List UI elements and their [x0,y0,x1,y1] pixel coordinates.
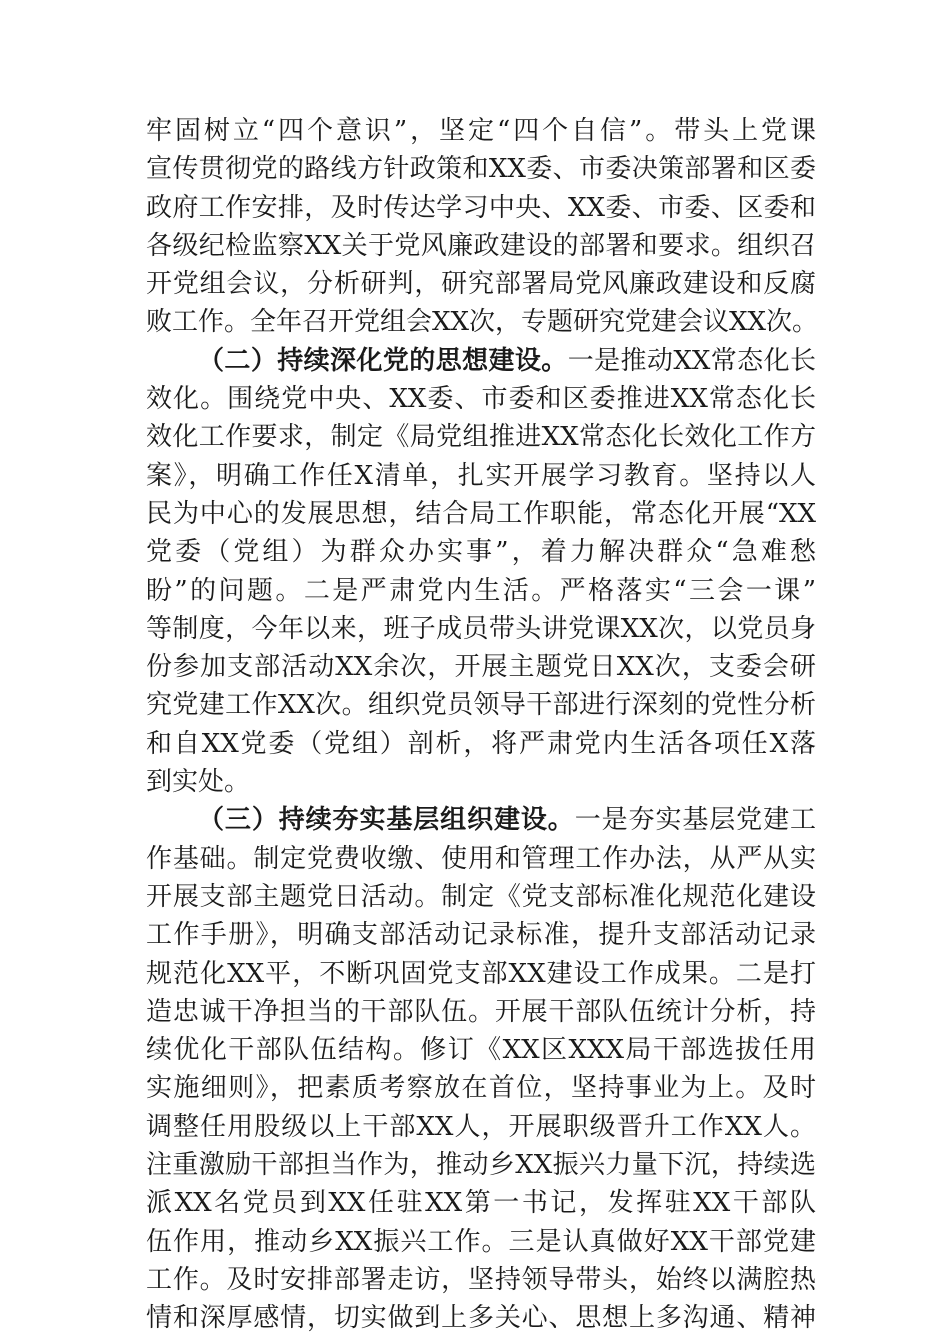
paragraph-line: 政府工作安排，及时传达学习中央、XX委、市委、区委和 [146,192,816,223]
paragraph-line: 各级纪检监察XX关于党风廉政建设的部署和要求。组织召 [146,230,816,261]
paragraph-line: 规范化XX平，不断巩固党支部XX建设工作成果。二是打 [146,958,816,989]
paragraph-line: 效化。围绕党中央、XX委、市委和区委推进XX常态化长 [146,384,816,415]
paragraph-first-line [146,801,816,839]
paragraph-line: 开党组会议，分析研判，研究部署局党风廉政建设和反腐 [146,269,816,300]
section-heading: （三）持续夯实基层组织建设。 [198,805,575,836]
document-body [146,112,819,1338]
paragraph-line: 注重激励干部担当作为，推动乡XX振兴力量下沉，持续选 [146,1150,816,1181]
section-heading: （二）持续深化党的思想建设。 [198,345,568,376]
paragraph-line: 情和深厚感情，切实做到上多关心、思想上多沟通、精神 [146,1303,816,1334]
paragraph-line: 民为中心的发展思想，结合局工作职能，常态化开展“XX [146,498,816,529]
paragraph-line: 和自XX党委（党组）剖析，将严肃党内生活各项任X落 [146,728,816,759]
paragraph-line: 调整任用股级以上干部XX人，开展职级晋升工作XX人。 [146,1111,816,1142]
paragraph-2 [146,342,816,802]
paragraph-line: 造忠诚干净担当的干部队伍。开展干部队伍统计分析，持 [146,996,816,1027]
paragraph-line: 伍作用，推动乡XX振兴工作。三是认真做好XX干部党建 [146,1226,816,1257]
paragraph-line: 到实处。 [146,767,251,798]
paragraph-line: 份参加支部活动XX余次，开展主题党日XX次，支委会研 [146,652,816,683]
paragraph-line: 盼”的问题。二是严肃党内生活。严格落实“三会一课” [146,575,816,606]
paragraph-line: 宣传贯彻党的路线方针政策和XX委、市委决策部署和区委 [146,154,816,185]
paragraph-line: 效化工作要求，制定《局党组推进XX常态化长效化工作方 [146,422,816,453]
paragraph-line: 败工作。全年召开党组会XX次，专题研究党建会议XX次。 [146,307,819,338]
paragraph-line: 开展支部主题党日活动。制定《党支部标准化规范化建设 [146,881,816,912]
paragraph-line: 作基础。制定党费收缴、使用和管理工作办法，从严从实 [146,843,816,874]
paragraph-line: 工作。及时安排部署走访，坚持领导带头，始终以满腔热 [146,1264,816,1295]
paragraph-line: 派XX名党员到XX任驻XX第一书记，发挥驻XX干部队 [146,1188,816,1219]
paragraph-line: 续优化干部队伍结构。修订《XX区XXX局干部选拔任用 [146,1035,816,1066]
paragraph-3 [146,801,816,1337]
paragraph-first-line [146,342,816,380]
paragraph-line: 实施细则》，把素质考察放在首位，坚持事业为上。及时 [146,1073,816,1104]
paragraph-line: 工作手册》，明确支部活动记录标准，提升支部活动记录 [146,920,816,951]
paragraph-text: 一是夯实基层党建工 [574,805,816,836]
paragraph-line: 党委（党组）为群众办实事”，着力解决群众“急难愁 [146,537,816,568]
paragraph-line: 等制度，今年以来，班子成员带头讲党课XX次，以党员身 [146,613,816,644]
paragraph-line: 究党建工作XX次。组织党员领导干部进行深刻的党性分析 [146,690,816,721]
paragraph-line: 案》，明确工作任X清单，扎实开展学习教育。坚持以人 [146,460,816,491]
paragraph-1 [146,112,819,342]
paragraph-text: 一是推动XX常态化长 [567,345,816,376]
paragraph-line: 牢固树立“四个意识”，坚定“四个自信”。带头上党课 [146,116,816,146]
